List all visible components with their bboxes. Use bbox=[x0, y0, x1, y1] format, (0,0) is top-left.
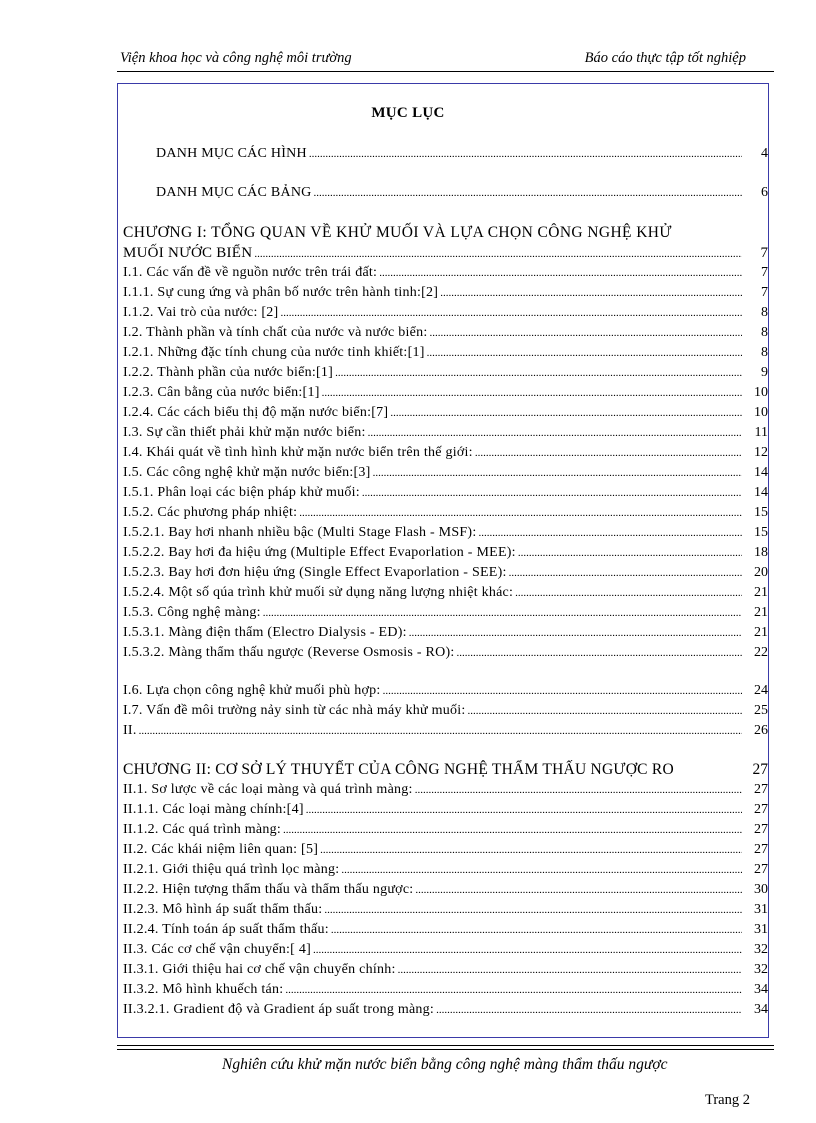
toc-entry[interactable] bbox=[123, 861, 768, 879]
toc-entry-page: 18 bbox=[754, 545, 768, 560]
toc-entry-page: 15 bbox=[754, 505, 768, 520]
toc-entry-text: II. bbox=[123, 723, 137, 738]
toc-entry-text: II.3.1. Giới thiệu hai cơ chế vận chuyển chính: bbox=[123, 962, 396, 977]
page-number: Trang 2 bbox=[705, 1092, 750, 1108]
toc-entry-text: I.6. Lựa chọn công nghệ khử muối phù hợp: bbox=[123, 683, 381, 698]
toc-entry-page: 7 bbox=[761, 285, 768, 300]
toc-entry-page: 12 bbox=[754, 445, 768, 460]
toc-entry[interactable] bbox=[123, 544, 768, 562]
toc-leader-dots bbox=[341, 861, 742, 879]
header-rule bbox=[117, 71, 774, 72]
toc-entry-page: 27 bbox=[754, 862, 768, 877]
toc-chapter-1-heading[interactable]: CHƯƠNG I: TỔNG QUAN VỀ KHỬ MUỐI VÀ LỰA CHỌN CÔNG NGHỆ KHỬ bbox=[123, 224, 672, 241]
toc-entry-page: 4 bbox=[761, 146, 768, 161]
toc-entry-text: CHƯƠNG II: CƠ SỞ LÝ THUYẾT CỦA CÔNG NGHỆ THẨM THẤU NGƯỢC RO bbox=[123, 761, 674, 778]
toc-leader-dots bbox=[398, 961, 742, 979]
toc-entry[interactable] bbox=[123, 841, 768, 859]
toc-leader-dots bbox=[314, 184, 742, 202]
toc-leader-dots bbox=[509, 564, 742, 582]
toc-leader-dots bbox=[415, 881, 742, 899]
toc-entry-text: I.5.3.1. Màng điện thẩm (Electro Dialysis - ED): bbox=[123, 625, 407, 640]
toc-entry[interactable] bbox=[123, 264, 768, 282]
toc-leader-dots bbox=[440, 284, 742, 302]
toc-entry[interactable] bbox=[123, 464, 768, 482]
toc-entry-text: I.2. Thành phần và tính chất của nước và nước biển: bbox=[123, 325, 428, 340]
toc-entry[interactable] bbox=[123, 524, 768, 542]
toc-entry-page: 27 bbox=[754, 802, 768, 817]
toc-entry-text: I.1.1. Sự cung ứng và phân bố nước trên hành tinh:[2] bbox=[123, 285, 439, 300]
toc-entry-text: I.2.1. Những đặc tính chung của nước tinh khiết:[1] bbox=[123, 345, 425, 360]
toc-leader-dots bbox=[457, 644, 742, 662]
toc-leader-dots bbox=[427, 344, 742, 362]
toc-leader-dots bbox=[468, 702, 742, 720]
toc-leader-dots bbox=[409, 624, 742, 642]
toc-entry-text: I.2.3. Cân bằng của nước biển:[1] bbox=[123, 385, 320, 400]
toc-entry[interactable] bbox=[123, 821, 768, 839]
toc-leader-dots bbox=[306, 801, 742, 819]
toc-leader-dots bbox=[263, 604, 742, 622]
footer-rule-thick bbox=[117, 1045, 774, 1046]
toc-entry[interactable] bbox=[123, 384, 768, 402]
toc-leader-dots bbox=[335, 364, 742, 382]
toc-chapter-2-heading[interactable] bbox=[123, 761, 768, 779]
toc-entry[interactable] bbox=[123, 781, 768, 799]
toc-leader-dots bbox=[379, 264, 742, 282]
toc-entry-text: I.2.4. Các cách biểu thị độ mặn nước biển:[7] bbox=[123, 405, 389, 420]
toc-leader-dots bbox=[322, 384, 742, 402]
toc-leader-dots bbox=[280, 304, 742, 322]
toc-leader-dots bbox=[309, 145, 742, 163]
toc-entry-text: I.5.1. Phân loại các biện pháp khử muối: bbox=[123, 485, 360, 500]
toc-entry-text: I.4. Khái quát về tình hình khử mặn nước biển trên thế giới: bbox=[123, 445, 473, 460]
toc-entry-text: I.2.2. Thành phần của nước biển:[1] bbox=[123, 365, 334, 380]
toc-entry-text: I.3. Sự cần thiết phải khử mặn nước biển: bbox=[123, 425, 366, 440]
toc-entry[interactable] bbox=[123, 244, 768, 263]
toc-entry-page: 6 bbox=[761, 185, 768, 200]
toc-entry-page: 14 bbox=[754, 485, 768, 500]
toc-entry-text: II.3. Các cơ chế vận chuyển:[ 4] bbox=[123, 942, 311, 957]
toc-entry[interactable] bbox=[123, 624, 768, 642]
toc-leader-dots bbox=[390, 404, 742, 422]
toc-entry[interactable] bbox=[123, 404, 768, 422]
toc-leader-dots bbox=[518, 544, 742, 562]
toc-leader-dots bbox=[383, 682, 742, 700]
toc-entry-page: 8 bbox=[761, 345, 768, 360]
toc-leader-dots bbox=[313, 941, 742, 959]
toc-entry[interactable] bbox=[123, 444, 768, 462]
header-left-text: Viện khoa học và công nghệ môi trường bbox=[120, 50, 352, 66]
toc-entry-page: 7 bbox=[761, 265, 768, 280]
toc-entry-page: 21 bbox=[754, 605, 768, 620]
toc-entry-page: 10 bbox=[754, 405, 768, 420]
toc-entry[interactable] bbox=[123, 801, 768, 819]
toc-entry[interactable] bbox=[123, 604, 768, 622]
toc-entry-text: II.2.2. Hiện tượng thẩm thấu và thẩm thấu ngược: bbox=[123, 882, 414, 897]
toc-entry-page: 27 bbox=[754, 822, 768, 837]
toc-entry[interactable] bbox=[123, 1001, 768, 1019]
toc-leader-dots bbox=[299, 504, 742, 522]
toc-entry-page: 32 bbox=[754, 942, 768, 957]
toc-entry-text: DANH MỤC CÁC HÌNH bbox=[156, 146, 307, 161]
toc-entry-page: 34 bbox=[754, 982, 768, 997]
toc-entry-list-of-figures[interactable] bbox=[156, 145, 768, 163]
toc-entry[interactable] bbox=[123, 424, 768, 442]
toc-entry-text: I.5. Các công nghệ khử mặn nước biển:[3] bbox=[123, 465, 371, 480]
toc-title: MỤC LỤC bbox=[371, 105, 445, 121]
toc-entry-text: DANH MỤC CÁC BẢNG bbox=[156, 185, 312, 200]
toc-entry-text: I.5.2.1. Bay hơi nhanh nhiều bậc (Multi Stage Flash - MSF): bbox=[123, 525, 477, 540]
header-right-text: Báo cáo thực tập tốt nghiệp bbox=[584, 50, 746, 66]
toc-entry-page: 11 bbox=[754, 425, 768, 440]
toc-entry-text: II.1.2. Các quá trình màng: bbox=[123, 822, 281, 837]
toc-entry-page: 7 bbox=[760, 245, 768, 261]
toc-entry[interactable] bbox=[123, 584, 768, 602]
toc-leader-dots bbox=[478, 524, 742, 542]
toc-leader-dots bbox=[139, 722, 742, 740]
toc-entry-page: 27 bbox=[752, 761, 768, 778]
toc-entry-page: 27 bbox=[754, 782, 768, 797]
toc-entry-text: II.1. Sơ lược về các loại màng và quá trình màng: bbox=[123, 782, 413, 797]
toc-entry-page: 20 bbox=[754, 565, 768, 580]
toc-entry-page: 26 bbox=[754, 723, 768, 738]
toc-entry[interactable] bbox=[123, 644, 768, 662]
toc-entry-page: 32 bbox=[754, 962, 768, 977]
toc-leader-dots bbox=[285, 981, 742, 999]
footer-title: Nghiên cứu khử mặn nước biển bằng công nghệ màng thẩm thấu ngược bbox=[222, 1056, 668, 1073]
toc-entry[interactable] bbox=[123, 702, 768, 720]
toc-entry[interactable] bbox=[123, 682, 768, 700]
toc-leader-dots bbox=[436, 1001, 742, 1019]
toc-entry[interactable] bbox=[123, 364, 768, 382]
toc-entry-text: II.2. Các khái niệm liên quan: [5] bbox=[123, 842, 319, 857]
toc-entry-text: II.2.4. Tính toán áp suất thẩm thấu: bbox=[123, 922, 329, 937]
toc-entry[interactable] bbox=[123, 901, 768, 919]
toc-entry[interactable] bbox=[123, 722, 768, 740]
toc-entry-text: MUỐI NƯỚC BIỂN bbox=[123, 245, 253, 261]
toc-entry-page: 31 bbox=[754, 922, 768, 937]
footer-rule-thin bbox=[117, 1049, 774, 1050]
toc-entry-text: I.7. Vấn đề môi trường nảy sinh từ các nhà máy khử muối: bbox=[123, 703, 466, 718]
toc-entry-text: II.2.1. Giới thiệu quá trình lọc màng: bbox=[123, 862, 340, 877]
toc-entry-text: I.5.2.4. Một số qúa trình khử muối sử dụng năng lượng nhiệt khác: bbox=[123, 585, 514, 600]
toc-entry-page: 34 bbox=[754, 1002, 768, 1017]
toc-entry-page: 21 bbox=[754, 625, 768, 640]
toc-leader-dots bbox=[515, 584, 742, 602]
toc-entry-page: 25 bbox=[754, 703, 768, 718]
toc-entry-page: 8 bbox=[761, 325, 768, 340]
toc-entry[interactable] bbox=[123, 961, 768, 979]
toc-entry-text: I.1.2. Vai trò của nước: [2] bbox=[123, 305, 279, 320]
toc-entry-text: I.5.2.3. Bay hơi đơn hiệu ứng (Single Effect Evaporlation - SEE): bbox=[123, 565, 507, 580]
toc-entry-page: 8 bbox=[761, 305, 768, 320]
toc-leader-dots bbox=[415, 781, 742, 799]
toc-entry-text: II.2.3. Mô hình áp suất thẩm thấu: bbox=[123, 902, 323, 917]
toc-entry-page: 30 bbox=[754, 882, 768, 897]
toc-leader-dots bbox=[362, 484, 742, 502]
toc-leader-dots bbox=[331, 921, 742, 939]
toc-entry[interactable] bbox=[123, 941, 768, 959]
toc-leader-dots bbox=[368, 424, 742, 442]
toc-entry-page: 21 bbox=[754, 585, 768, 600]
toc-entry-text: I.5.2. Các phương pháp nhiệt: bbox=[123, 505, 298, 520]
toc-entry-page: 24 bbox=[754, 683, 768, 698]
toc-leader-dots bbox=[430, 324, 743, 342]
toc-leader-dots bbox=[254, 244, 742, 263]
toc-entry[interactable] bbox=[123, 504, 768, 522]
toc-entry-text: II.1.1. Các loại màng chính:[4] bbox=[123, 802, 304, 817]
toc-entry[interactable] bbox=[123, 284, 768, 302]
toc-entry[interactable] bbox=[123, 564, 768, 582]
toc-entry-text: I.5.2.2. Bay hơi đa hiệu ứng (Multiple Effect Evaporlation - MEE): bbox=[123, 545, 516, 560]
toc-entry[interactable] bbox=[123, 324, 768, 342]
toc-entry[interactable] bbox=[123, 344, 768, 362]
toc-entry-page: 9 bbox=[761, 365, 768, 380]
toc-entry-page: 10 bbox=[754, 385, 768, 400]
toc-entry-page: 14 bbox=[754, 465, 768, 480]
toc-entry-text: II.3.2. Mô hình khuếch tán: bbox=[123, 982, 284, 997]
toc-entry-text: I.5.3.2. Màng thẩm thấu ngược (Reverse Osmosis - RO): bbox=[123, 645, 455, 660]
toc-entry[interactable] bbox=[123, 484, 768, 502]
toc-entry[interactable] bbox=[123, 981, 768, 999]
toc-entry[interactable] bbox=[123, 881, 768, 899]
toc-entry[interactable] bbox=[123, 921, 768, 939]
toc-leader-dots bbox=[373, 464, 742, 482]
toc-leader-dots bbox=[283, 821, 742, 839]
toc-entry-text: I.5.3. Công nghệ màng: bbox=[123, 605, 261, 620]
toc-entry-text: I.1. Các vấn đề về nguồn nước trên trái đất: bbox=[123, 265, 378, 280]
toc-leader-dots bbox=[320, 841, 742, 859]
toc-entry[interactable] bbox=[123, 304, 768, 322]
toc-entry-page: 22 bbox=[754, 645, 768, 660]
toc-entry-page: 27 bbox=[754, 842, 768, 857]
toc-entry-page: 15 bbox=[754, 525, 768, 540]
toc-leader-dots bbox=[324, 901, 742, 919]
toc-leader-dots bbox=[475, 444, 742, 462]
toc-entry-list-of-tables[interactable] bbox=[156, 184, 768, 202]
toc-entry-text: II.3.2.1. Gradient độ và Gradient áp suất trong màng: bbox=[123, 1002, 435, 1017]
toc-entry-page: 31 bbox=[754, 902, 768, 917]
